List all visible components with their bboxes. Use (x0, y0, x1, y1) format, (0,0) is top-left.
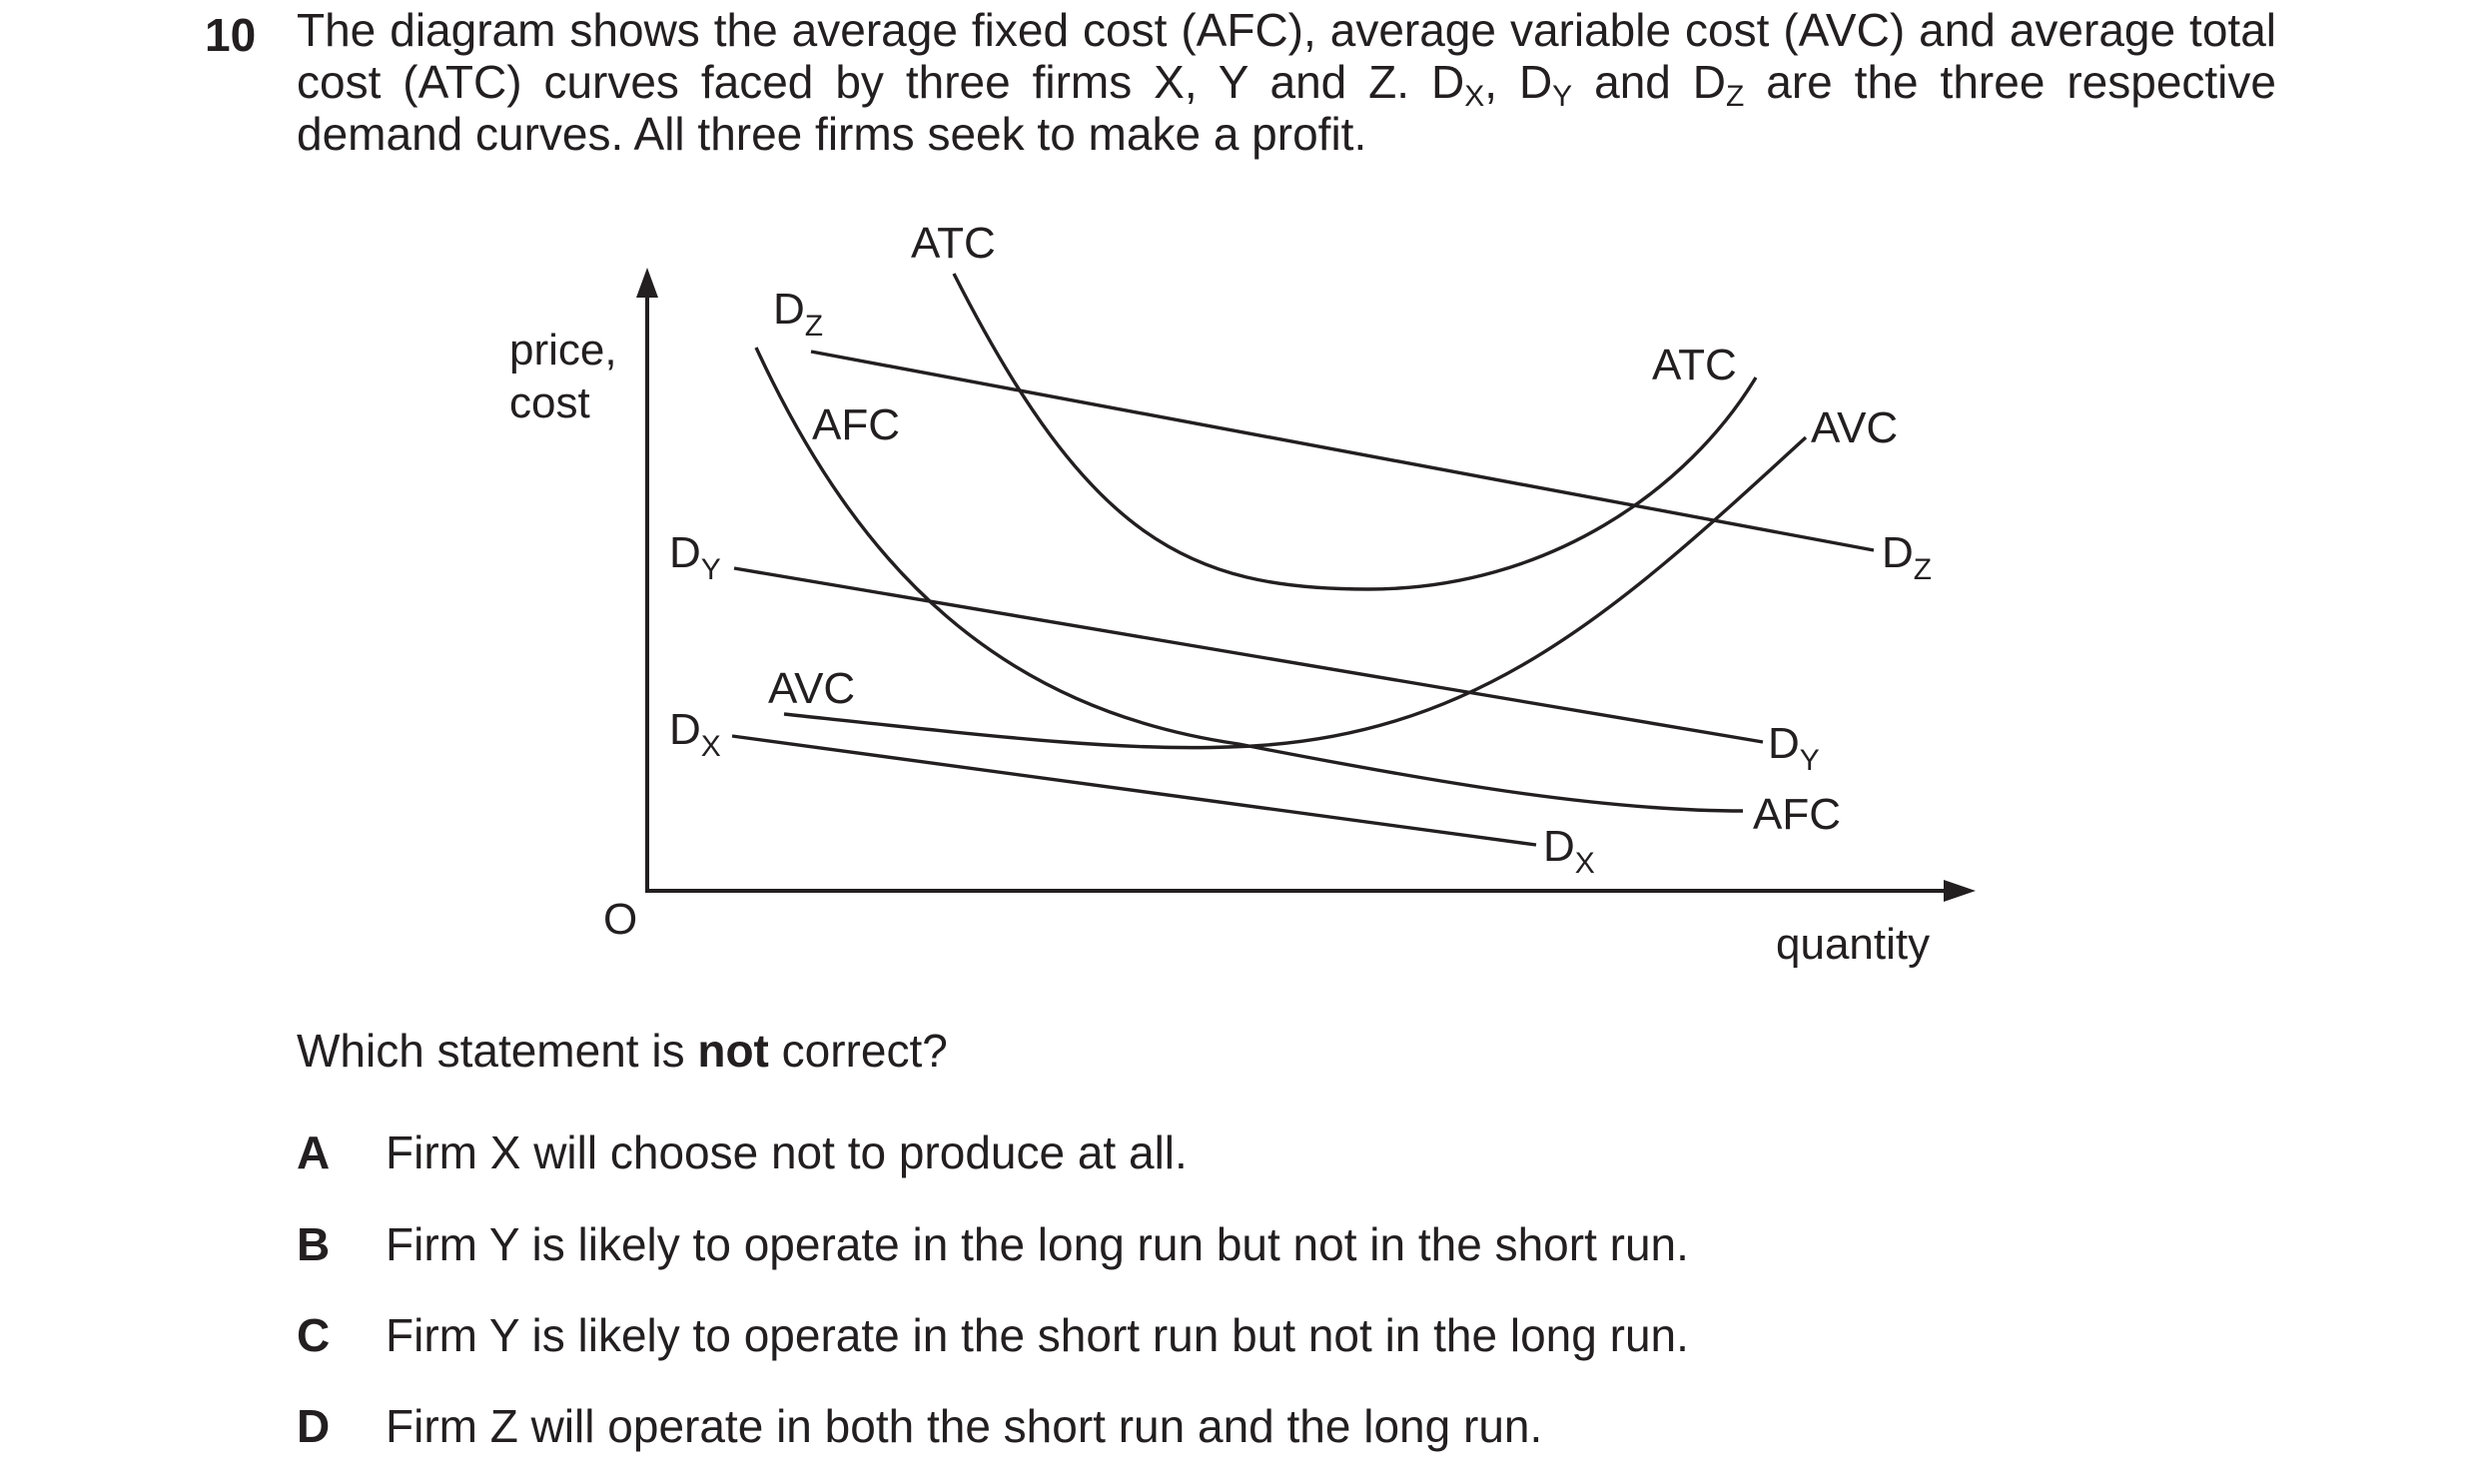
y-axis-label: price, (509, 326, 617, 374)
subscript-z: Z (1726, 80, 1745, 113)
d-letter: D (669, 705, 701, 754)
afc-label-right: AFC (1753, 790, 1841, 839)
avc-label-right: AVC (1811, 403, 1899, 452)
dy-label-left (669, 528, 721, 586)
avc-curve (784, 437, 1806, 748)
x-axis-arrowhead (1944, 880, 1976, 902)
subscript-y: Y (1799, 744, 1820, 777)
option-letter: B (297, 1218, 331, 1270)
avc-label-left: AVC (768, 664, 856, 713)
stem-line-3: demand curves. All three firms seek to make a profit. (297, 108, 1367, 160)
subscript-y: Y (1552, 80, 1573, 113)
subscript-x: X (1574, 847, 1595, 880)
atc-curve (954, 274, 1756, 589)
question-prompt (297, 1021, 948, 1081)
option-text: Firm Y is likely to operate in the short run but not in the long run. (386, 1309, 1689, 1361)
d-letter: D (669, 528, 701, 577)
option-letter: C (297, 1309, 331, 1361)
dz-label-top (773, 285, 823, 343)
stem-text: , D (1484, 56, 1553, 108)
stem-text: are the three respective (1744, 56, 2276, 108)
y-axis-arrowhead (636, 268, 658, 298)
option-letter: D (297, 1400, 331, 1452)
dz-label-right (1882, 528, 1932, 586)
prompt-text: Which statement is (297, 1025, 698, 1077)
y-axis-label: cost (509, 378, 590, 427)
stem-line-1: The diagram shows the average fixed cost (AFC), average variable cost (AVC) and average total (297, 4, 2276, 56)
prompt-text: correct? (768, 1025, 948, 1077)
demand-curve-x (732, 736, 1536, 845)
d-letter: D (1543, 822, 1575, 871)
prompt-emphasis: not (697, 1025, 769, 1077)
stem-text: and D (1572, 56, 1727, 108)
option-text: Firm X will choose not to produce at all. (386, 1126, 1188, 1178)
subscript-x: X (700, 730, 721, 763)
d-letter: D (773, 285, 805, 334)
option-letter: A (297, 1126, 331, 1178)
subscript-y: Y (700, 553, 721, 586)
d-letter: D (1768, 719, 1800, 768)
atc-label-top: ATC (911, 219, 996, 268)
afc-label-top: AFC (812, 400, 900, 449)
option-text: Firm Z will operate in both the short run and the long run. (386, 1400, 1543, 1452)
option-text: Firm Y is likely to operate in the long run but not in the short run. (386, 1218, 1689, 1270)
origin-label: O (603, 895, 638, 944)
dy-label-right (1768, 719, 1820, 777)
atc-label-right: ATC (1652, 341, 1737, 389)
dx-label-right (1543, 822, 1595, 880)
stem-text: cost (ATC) curves faced by three firms X, Y and Z. D (297, 56, 1465, 108)
demand-curve-y (734, 568, 1763, 742)
dx-label-left (669, 705, 721, 763)
subscript-z: Z (1913, 553, 1933, 586)
d-letter: D (1882, 528, 1914, 577)
subscript-z: Z (804, 310, 824, 343)
question-number: 10 (205, 9, 257, 61)
x-axis-label: quantity (1776, 920, 1931, 969)
subscript-x: X (1464, 80, 1485, 113)
